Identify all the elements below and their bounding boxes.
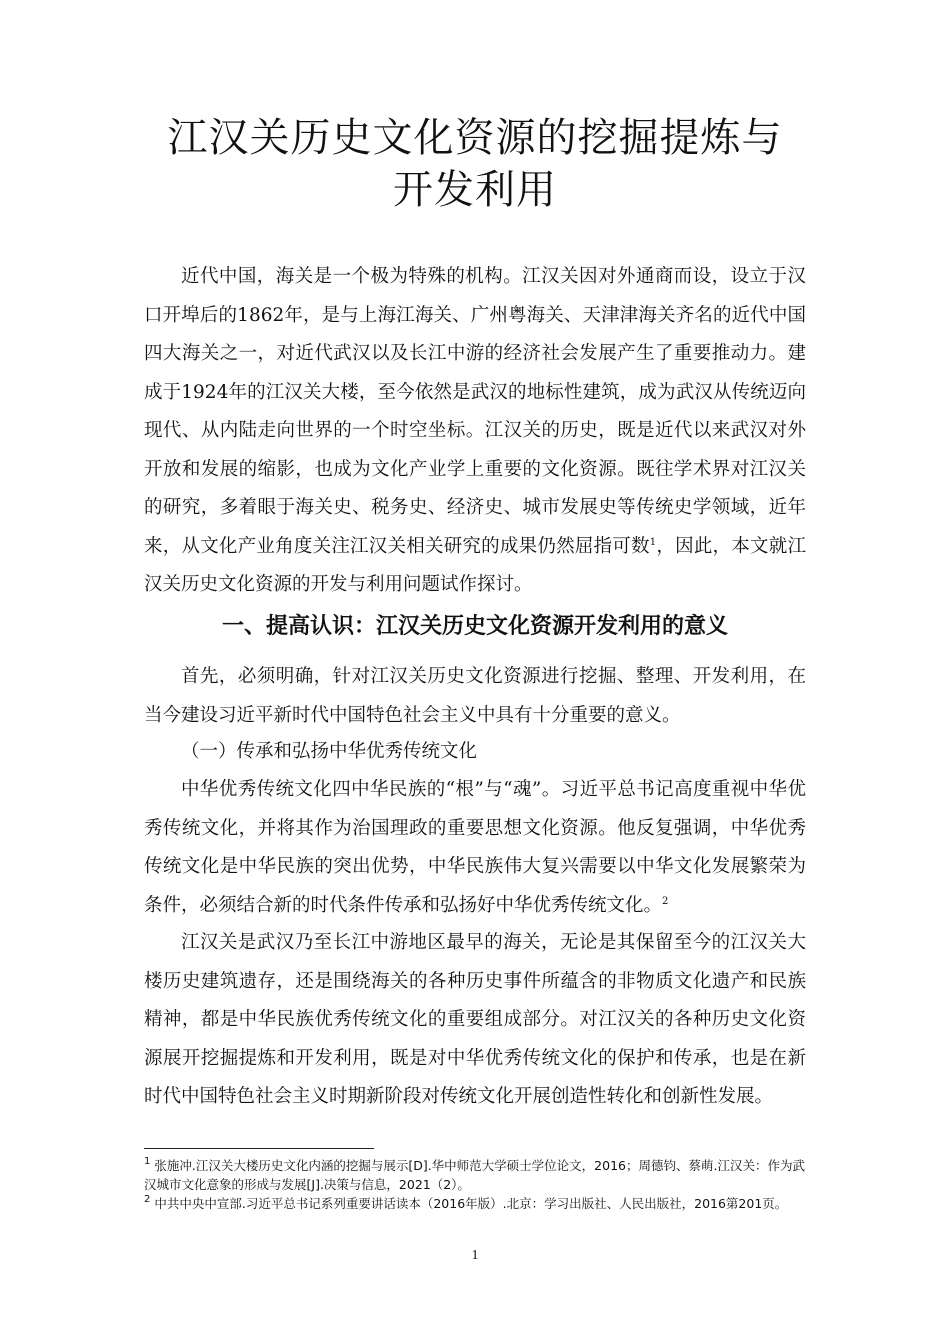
paragraph-4-block [144, 924, 806, 1117]
footnote-mark-1: 1 [144, 1156, 151, 1167]
footnote-2-text: 中共中央中宣部.习近平总书记系列重要讲话读本（2016年版）.北京：学习出版社、人民出版社，2016第201页。 [154, 1196, 788, 1211]
page-number: 1 [471, 1248, 479, 1263]
intro-text-end: ，因此，本文就江汉关历史文化资源的开发与利用问题试作探讨。 [144, 535, 806, 595]
footnotes [144, 1156, 806, 1213]
title-line-2: 开发利用 [393, 167, 557, 213]
footnote-ref-2: 2 [662, 895, 669, 907]
section-heading: 一、提高认识：江汉关历史文化资源开发利用的意义 [221, 614, 728, 639]
footnote-mark-2: 2 [144, 1194, 151, 1205]
intro-text: 近代中国，海关是一个极为特殊的机构。江汉关因对外通商而设，设立于汉口开埠后的1862年，是与上海江海关、广州粤海关、天津津海关齐名的近代中国四大海关之一，对近代武汉以及长江中游的经济社会发展产生了重要推动力。建成于1924年的江汉关大楼，至今依然是武汉的地标性建筑，成为武汉从传统迈向现代、从内陆走向世界的一个时空坐标。江汉关的历史，既是近代以来武汉对外开放和发展的缩影，也成为文化产业学上重要的文化资源。既往学术界对江汉关的研究，多着眼于海关史、税务史、经济史、城市发展史等传统史学领域，近年来，从文化产业角度关注江汉关相关研究的成果仍然屈指可数 [144, 266, 806, 557]
footnote-separator [144, 1148, 374, 1149]
document-title [100, 112, 850, 216]
footnote-ref-1: 1 [649, 536, 657, 548]
title-line-1: 江汉关历史文化资源的挖掘提炼与 [167, 115, 783, 161]
footnote-1-text: 张施冲.江汉关大楼历史文化内涵的挖掘与展示[D].华中师范大学硕士学位论文，2016；周德钧、蔡萌.江汉关：作为武汉城市文化意象的形成与发展[J].决策与信息，2021（2）。 [144, 1158, 805, 1192]
paragraph-2: 首先，必须明确，针对江汉关历史文化资源进行挖掘、整理、开发利用，在当今建设习近平新时代中国特色社会主义中具有十分重要的意义。 [144, 666, 806, 726]
paragraph-3-text: 中华优秀传统文化四中华民族的“根”与“魂”。习近平总书记高度重视中华优秀传统文化，并将其作为治国理政的重要思想文化资源。他反复强调，中华优秀传统文化是中华民族的突出优势，中华民族伟大复兴需要以中华文化发展繁荣为条件，必须结合新的时代条件传承和弘扬好中华优秀传统文化。 [144, 779, 806, 916]
paragraph-4: 江汉关是武汉乃至长江中游地区最早的海关，无论是其保留至今的江汉关大楼历史建筑遗存，还是围绕海关的各种历史事件所蕴含的非物质文化遗产和民族精神，都是中华民族优秀传统文化的重要组成部分。对江汉关的各种历史文化资源展开挖掘提炼和开发利用，既是对中华优秀传统文化的保护和传承，也是在新时代中国特色社会主义时期新阶段对传统文化开展创造性转化和创新性发展。 [144, 932, 806, 1107]
footnote-1 [144, 1156, 806, 1194]
paragraph-2-block [144, 658, 806, 735]
footnote-2 [144, 1194, 806, 1213]
subheading-block [144, 733, 806, 772]
intro-paragraph-block [144, 258, 806, 605]
paragraph-3 [144, 771, 806, 925]
subheading: （一）传承和弘扬中华优秀传统文化 [181, 741, 478, 762]
paragraph-3-block [144, 771, 806, 925]
intro-paragraph [144, 258, 806, 605]
